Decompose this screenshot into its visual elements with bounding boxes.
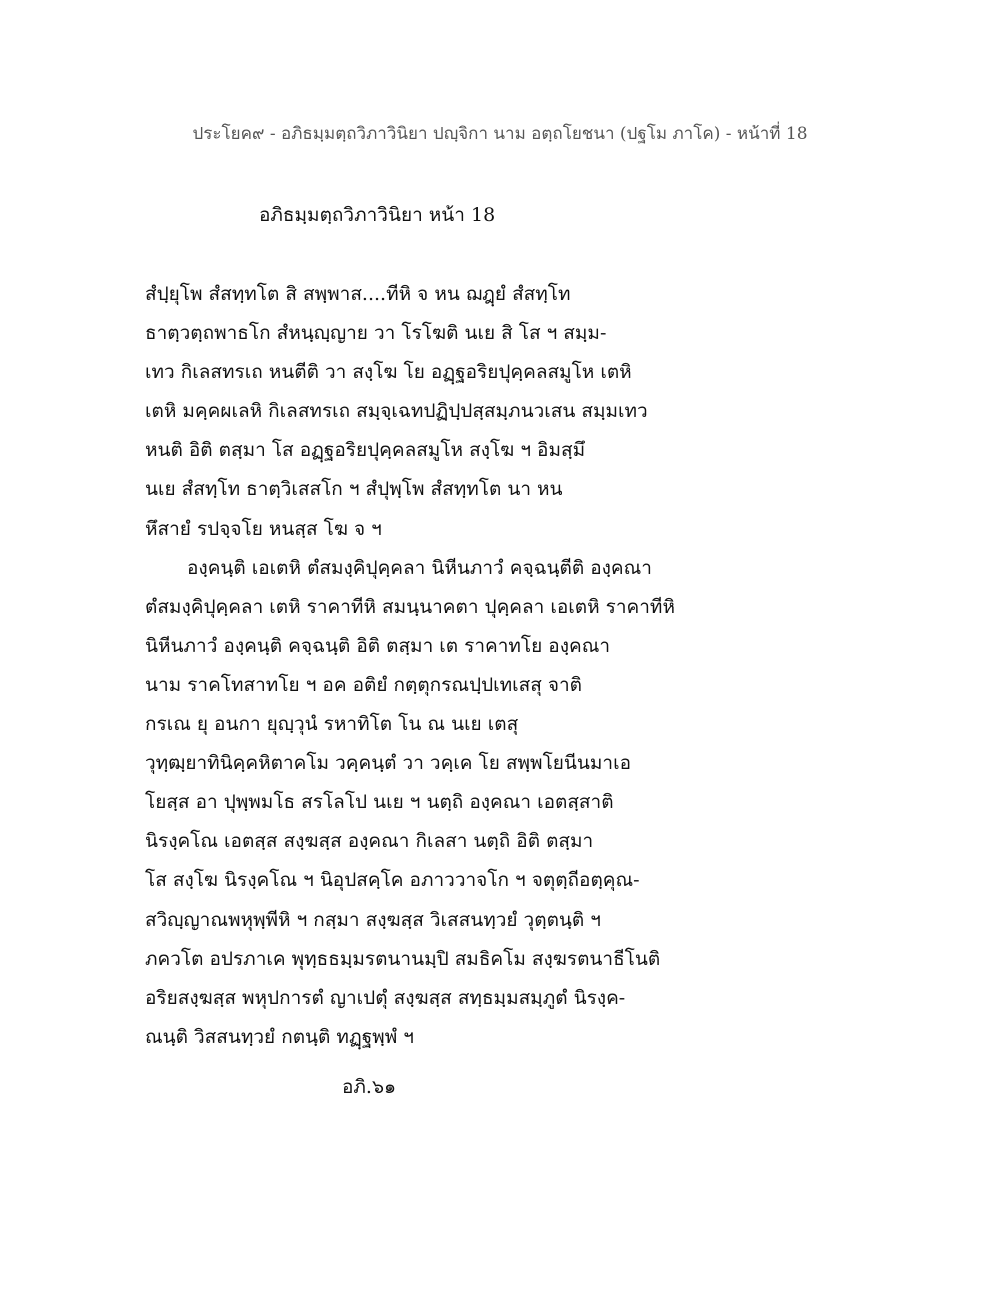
running-header: ประโยค๙ - อภิธมฺมตฺถวิภาวินิยา ปญฺจิกา นาม อตฺถโยชนา (ปฐโม ภาโค) - หน้าที่ 18 bbox=[192, 124, 808, 144]
text-line: กรเณ ยุ อนกา ยุญฺวุนํ รหาทิโต โน ณ นเย เตสุ bbox=[145, 713, 519, 736]
text-line: ภควโต อปรภาเค พุทฺธธมฺมรตนานมฺปิ สมธิคโม สงฺฆรตนาธีโนติ bbox=[145, 947, 661, 970]
text-line: เตหิ มคฺคผเลหิ กิเลสทรเถ สมฺจฺเฉทปฏิปฺปสฺสมฺภนวเสน สมฺมเทว bbox=[145, 400, 648, 423]
chapter-title: อภิธมฺมตฺถวิภาวินิยา หน้า 18 bbox=[259, 204, 496, 226]
footer-reference: อภิ.๖๑ bbox=[342, 1076, 397, 1098]
text-line: วุทฺฒฺยาทินิคฺคหิตาคโม วคฺคนฺตํ วา วคฺเค โย สพฺพโยนีนมาเอ bbox=[145, 752, 631, 775]
text-line: หนติ อิติ ตสฺมา โส อฏฺฐอริยปุคฺคลสมูโห สงฺโฆ ฯ อิมสฺมึ bbox=[145, 439, 586, 462]
paragraph-start-line: องฺคนฺติ เอเตหิ ตํสมงฺคิปุคฺคลา นิหีนภาวํ คจฺฉนฺตีติ องฺคณา bbox=[187, 556, 652, 579]
text-line: สวิญฺญาณพหุพฺพีหิ ฯ กสฺมา สงฺฆสฺส วิเสสนทฺวยํ วุตฺตนฺติ ฯ bbox=[145, 908, 601, 931]
text-line: ธาตฺวตฺถพาธโก สํหนฺญฺญาย วา โรโฆติ นเย สิ โส ฯ สมฺม- bbox=[145, 322, 607, 345]
text-line: นเย สํสทฺโท ธาตฺวิเสสโก ฯ สํปุพฺโพ สํสทฺทโต นา หน bbox=[145, 478, 563, 501]
text-line: นิรงฺคโณ เอตสฺส สงฺฆสฺส องฺคณา กิเลสา นตฺถิ อิติ ตสฺมา bbox=[145, 830, 594, 853]
text-line: ณนฺติ วิสสนทฺวยํ กตนฺติ ทฏฺฐพฺพํ ฯ bbox=[145, 1025, 414, 1048]
body-text bbox=[145, 275, 705, 1057]
text-line: เทว กิเลสทรเถ หนตีติ วา สงฺโฆ โย อฏฺฐอริยปุคฺคลสมูโห เตหิ bbox=[145, 361, 632, 384]
text-line: โส สงฺโฆ นิรงฺคโณ ฯ นิอุปสคฺโค อภาววาจโก ฯ จตุตฺถีอตฺคุณ- bbox=[145, 869, 640, 892]
text-line: นาม ราคโทสาทโย ฯ อค อติยํ กตฺตุกรณปฺปเทเสสุ จาติ bbox=[145, 673, 583, 696]
text-line: หึสายํ รปจฺจโย หนสฺส โฆ จ ฯ bbox=[145, 517, 382, 540]
text-line: โยสฺส อา ปุพฺพมโธ สรโลโป นเย ฯ นตฺถิ องฺคณา เอตสฺสาติ bbox=[145, 791, 614, 814]
text-line: สํปฺยุโพ สํสทฺทโต สิ สพฺพาส....ทีหิ จ หน ฌฎฺยํ สํสทฺโท bbox=[145, 283, 571, 305]
text-line: ตํสมงฺคิปุคฺคลา เตหิ ราคาทีหิ สมนฺนาคตา ปุคฺคลา เอเตหิ ราคาทีหิ bbox=[145, 595, 675, 618]
text-line: นิหีนภาวํ องฺคนฺติ คจฺฉนฺติ อิติ ตสฺมา เต ราคาทโย องฺคณา bbox=[145, 634, 610, 657]
text-line: อริยสงฺฆสฺส พหุปการตํ ญาเปตุํ สงฺฆสฺส สทฺธมฺมสมฺภูตํ นิรงฺค- bbox=[145, 986, 626, 1009]
